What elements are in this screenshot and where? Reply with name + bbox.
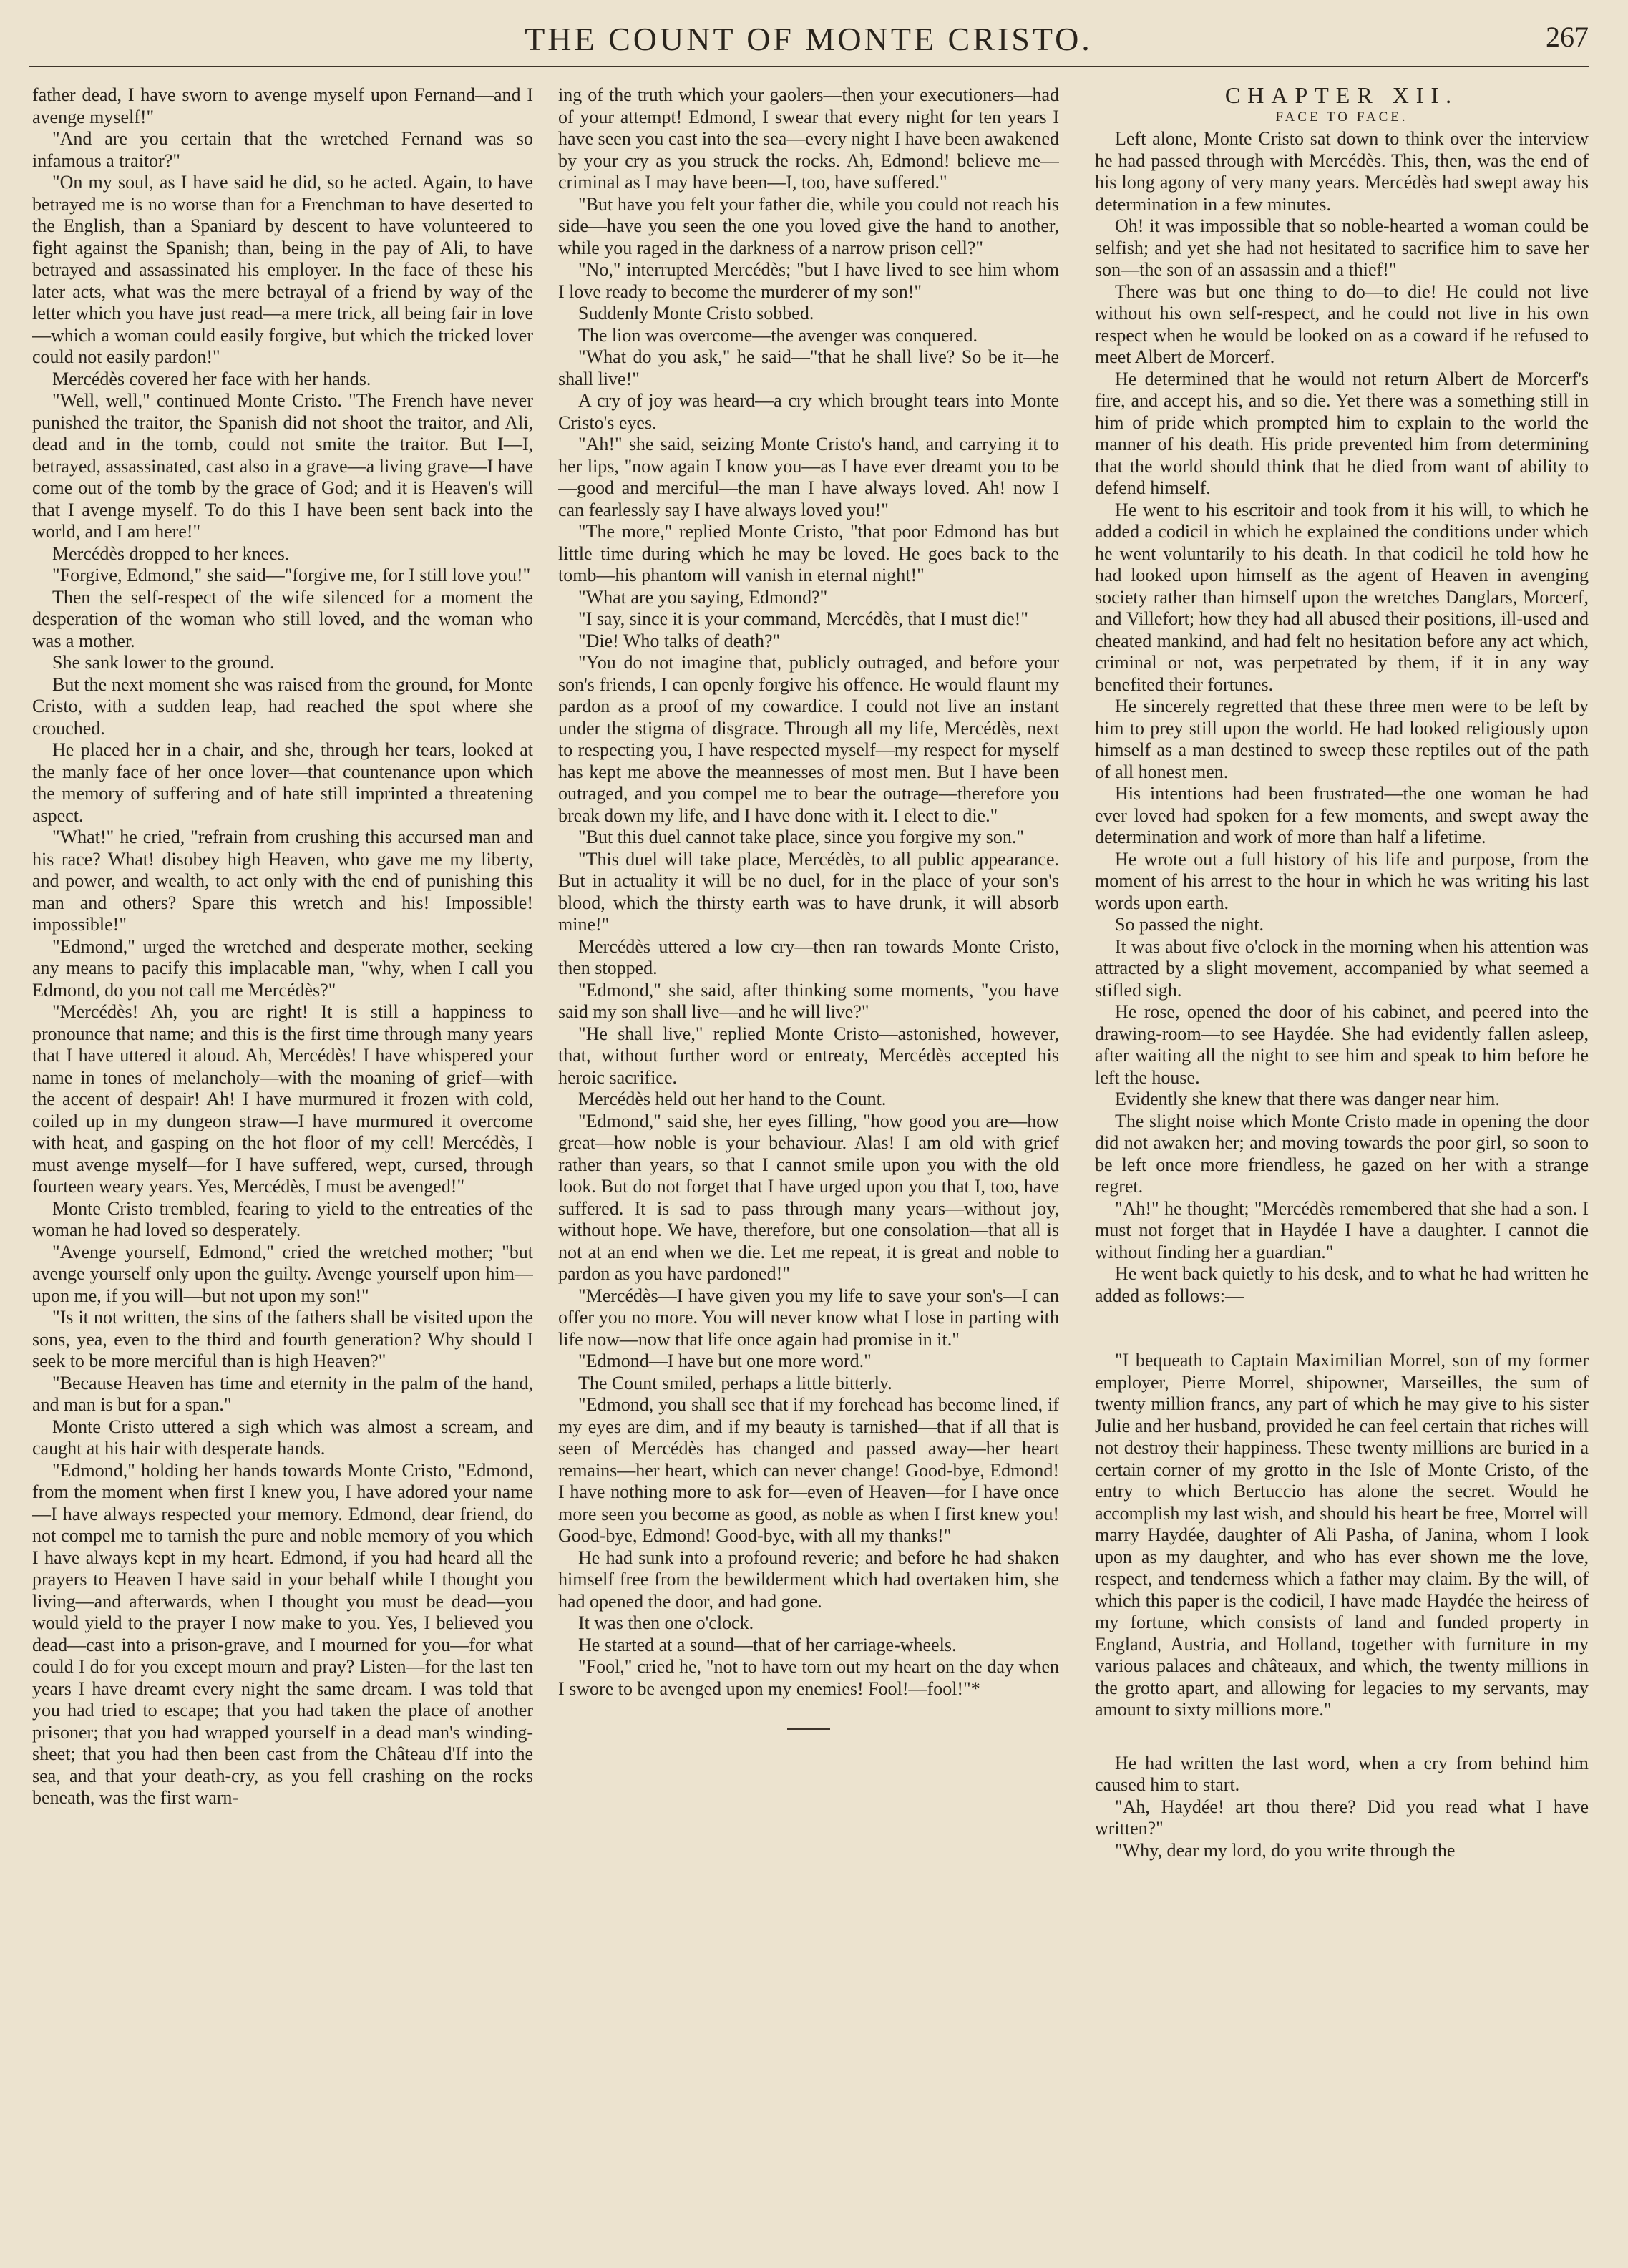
paragraph: "But have you felt your father die, while you could not reach his side—have you seen the one you loved give the hand to another, while you raged in the darkness of a narrow prison cell?" [558,193,1059,258]
paragraph: His intentions had been frustrated—the one woman he had ever loved had spoken for a few moments, and swept away the determination and work of more than half a lifetime. [1095,783,1589,847]
paragraph: "Edmond—I have but one more word." [578,1350,872,1371]
chapter-subtitle: FACE TO FACE. [1275,109,1408,125]
paragraph: Oh! it was impossible that so noble-hearted a woman could be selfish; and yet she had not hesitated to sacrifice him to save her son—the son of an assassin and a thief!" [1095,215,1589,280]
paragraph: He had sunk into a profound reverie; and before he had shaken himself free from the bewilderment which had overtaken him, she had opened the door, and had gone. [558,1547,1059,1612]
paragraph: He sincerely regretted that these three men were to be left by him to prey still upon the world. He had looked religiously upon himself as a man destined to sweep these reptiles out of the path of all honest men. [1095,696,1589,782]
paragraph: "Ah!" she said, seizing Monte Cristo's hand, and carrying it to her lips, "now again I know you—as I have ever dreamt you to be—good and merciful—the man I have always loved. Ah! now I can fearlessly say I have always loved you!" [558,434,1059,520]
paragraph: Left alone, Monte Cristo sat down to think over the interview he had passed through with Mercédès. This, then, was the end of his long agony of very many years. Mercédès had swept away his determination in a few minutes. [1095,128,1589,215]
running-title: THE COUNT OF MONTE CRISTO. [525,21,1093,57]
paragraph: "Edmond," said she, her eyes filling, "how good you are—how great—how noble is your behaviour. Alas! I am old with grief rather than years, so that I cannot smile upon you with the old look. But do not forget that I have urged upon you that I, too, have suffered. It is sad to pass through many years—without joy, without hope. We have, therefore, but one consolation—that all is not at an end when we die. Let me repeat, it is great and noble to pardon as you have pardoned!" [558,1110,1059,1284]
spacer [1095,1307,1589,1350]
paragraph: "I say, since it is your command, Mercédès, that I must die!" [578,608,1028,629]
paragraph: father dead, I have sworn to avenge myself upon Fernand—and I avenge myself!" [32,84,533,127]
text-column-left [32,84,533,2253]
chapter-heading: CHAPTER XII. [1224,84,1459,108]
paragraph: "Edmond," holding her hands towards Monte Cristo, "Edmond, from the moment when first I knew you, I have adored your name—I have always respected your memory. Edmond, dear friend, do not compel me to tarnish the pure and noble memory of you which I have always kept in my heart. Edmond, if you had heard all the prayers to Heaven I have said in your behalf while I thought you living—and afterwards, when I thought you must be dead—you would yield to the prayer I now make to you. Yes, I believed you dead—cast into a prison-grave, and I mourned for you—for what could I do for you except mourn and pray? Listen—for the last ten years I have dreamt every night the same dream. I was told that you had tried to escape; that you had taken the place of another prisoner; that you had wrapped yourself in a dead man's winding-sheet; that you had then been cast from the Château d'If into the sea, and that your death-cry, as you fell crashing on the rocks beneath, was the first warn- [32,1459,533,1808]
paragraph: There was but one thing to do—to die! He could not live without his own self-respect, and he could not live in his own respect when he would be looked on as a coward if he refused to meet Albert de Morcerf. [1095,281,1589,367]
paragraph: "Edmond," urged the wretched and desperate mother, seeking any means to pacify this implacable man, "why, when I call you Edmond, do you not call me Mercédès?" [32,935,533,1001]
text-column-right [1095,84,1589,2253]
paragraph: He went to his escritoir and took from it his will, to which he added a codicil in which he explained the conditions under which he went voluntarily to his death. In that codicil he told how he had looked upon himself as the agent of Heaven in avenging society rather than himself upon the wretches Danglars, Morcerf, and Villefort; how they had all abused their positions, ill-used and cheated mankind, and had felt no hesitation before any act which, criminal or not, was perpetrated by them, if it in any way benefited their fortunes. [1095,499,1589,695]
codicil-paragraph: "I bequeath to Captain Maximilian Morrel, son of my former employer, Pierre Morrel, shipowner, Marseilles, the sum of twenty million francs, any part of which he may give to his sister Julie and her husband, provided he can feel certain that riches will not destroy their happiness. These twenty millions are buried in a certain corner of my grotto in the Isle of Monte Cristo, of the entry to which Bertuccio has alone the secret. Would he accomplish my last wish, and should his heart be free, Morrel will marry Haydée, daughter of Ali Pasha, of Janina, whom I look upon as my daughter, and who has ever shown me the love, respect, and tenderness which a father may claim. By the will, of which this paper is the codicil, I have made Haydée the heiress of my fortune, which consists of land and funded property in England, Austria, and Holland, together with furniture in my various palaces and châteaux, and which, the twenty millions in the grotto apart, and allowing for legacies to my servants, may amount to sixty millions more." [1095,1350,1589,1720]
paragraph: "Edmond," she said, after thinking some moments, "you have said my son shall live—and he will live?" [558,979,1059,1022]
paragraph: He had written the last word, when a cry from behind him caused him to start. [1095,1752,1589,1795]
paragraph: "Forgive, Edmond," she said—"forgive me, for I still love you!" [52,565,531,585]
paragraph: He started at a sound—that of her carriage-wheels. [578,1634,957,1655]
paragraph: He went back quietly to his desk, and to what he had written he added as follows:— [1095,1263,1589,1306]
text-column-middle [558,84,1059,2253]
paragraph: "Die! Who talks of death?" [578,630,781,651]
paragraph: Mercédès dropped to her knees. [52,542,290,564]
paragraph: "Avenge yourself, Edmond," cried the wretched mother; "but avenge yourself only upon the guilty. Avenge yourself upon him—upon me, if you will—but not upon my son!" [32,1241,533,1306]
paragraph: A cry of joy was heard—a cry which brought tears into Monte Cristo's eyes. [558,390,1059,433]
paragraph: Monte Cristo uttered a sigh which was almost a scream, and caught at his hair with desperate hands. [32,1416,533,1459]
paragraph: Mercédès uttered a low cry—then ran towards Monte Cristo, then stopped. [558,935,1059,978]
paragraph: Mercédès covered her face with her hands. [52,368,371,389]
paragraph: "No," interrupted Mercédès; "but I have lived to see him whom I love ready to become the murderer of my son!" [558,259,1059,302]
spacer [1095,1721,1589,1753]
paragraph: "Is it not written, the sins of the fathers shall be visited upon the sons, yea, even to the third and fourth generation? Why should I seek to be more merciful than is high Heaven?" [32,1307,533,1371]
paragraph: "He shall live," replied Monte Cristo—astonished, however, that, without further word or entreaty, Mercédès accepted his heroic sacrifice. [558,1023,1059,1088]
paragraph: The lion was overcome—the avenger was conquered. [578,324,978,346]
paragraph: "Mercédès—I have given you my life to save your son's—I can offer you no more. You will never know what I lose in parting with life now—now that life once again had promise in it." [558,1285,1059,1350]
paragraph: He placed her in a chair, and she, through her tears, looked at the manly face of her once lover—that countenance upon which the memory of suffering and of hate still imprinted a threatening aspect. [32,739,533,826]
paragraph: "What!" he cried, "refrain from crushing this accursed man and his race? What! disobey high Heaven, who gave me my liberty, and power, and wealth, to act only with the end of punishing this man and others? Spare this wretch and his! Impossible! impossible!" [32,827,533,935]
paragraph: "You do not imagine that, publicly outraged, and before your son's friends, I can openly forgive his offence. He would flaunt my pardon as a proof of my cowardice. I could not live an instant under the stigma of disgrace. Through all my life, Mercédès, next to respecting you, I have respected myself—my respect for myself has kept me above the meannesses of most men. But I have been outraged, and you compel me to bear the outrage—therefore you break down my life, and I have done with it. I elect to die." [558,652,1059,826]
paragraph: "What are you saying, Edmond?" [578,586,828,608]
page-header [29,20,1589,63]
paragraph: He rose, opened the door of his cabinet, and peered into the drawing-room—to see Haydée. She had evidently fallen asleep, after waiting all the night to see him and speak to him before he left the house. [1095,1001,1589,1088]
paragraph: Mercédès held out her hand to the Count. [578,1089,887,1109]
paragraph: It was about five o'clock in the morning when his attention was attracted by a slight movement, accompanied by what seemed a stifled sigh. [1095,935,1589,1001]
paragraph: He determined that he would not return Albert de Morcerf's fire, and accept his, and so die. Yet there was a something still in him of pride which prompted him to explain to the world the manner of his death. His pride prevented him from determining that the world should think that he died from want of ability to defend himself. [1095,368,1589,498]
paragraph: "Edmond, you shall see that if my forehead has become lined, if my eyes are dim, and if my beauty is tarnished—that if all that is seen of Mercédès has changed and passed away—her heart remains—her heart, which can never change! Good-bye, Edmond! I have nothing more to ask for—even of Heaven—for I have once more seen you become as good, as noble as when I first knew you! Good-bye, Edmond! Good-bye, with all my thanks!" [558,1394,1059,1546]
paragraph: The slight noise which Monte Cristo made in opening the door did not awaken her; and moving towards the poor girl, so soon to be left once more friendless, he gazed on her with a strange regret. [1095,1110,1589,1197]
paragraph: "Well, well," continued Monte Cristo. "The French have never punished the traitor, the Spanish did not shoot the traitor, and Ali, dead and in the tomb, could not smite the traitor. But I—I, betrayed, assassinated, cast also in a grave—a living grave—I have come out of the tomb by the grace of God; and it is Heaven's will that I avenge myself. To do this I have been sent back into the world, and I am here!" [32,390,533,542]
paragraph: "Because Heaven has time and eternity in the palm of the hand, and man is but for a span." [32,1372,533,1415]
paragraph: "Why, dear my lord, do you write through the [1115,1839,1456,1861]
header-rule [29,66,1589,67]
paragraph: "And are you certain that the wretched Fernand was so infamous a traitor?" [32,128,533,171]
page-number: 267 [1546,21,1589,53]
paragraph: "But this duel cannot take place, since you forgive my son." [578,827,1024,847]
paragraph: But the next moment she was raised from the ground, for Monte Cristo, with a sudden leap, had reached the spot where she crouched. [32,673,533,739]
paragraph: Evidently she knew that there was danger near him. [1115,1089,1500,1109]
paragraph: It was then one o'clock. [578,1612,754,1633]
paragraph: "The more," replied Monte Cristo, "that poor Edmond has but little time during which he may be loved. He goes back to the tomb—his phantom will vanish in eternal night!" [558,521,1059,585]
paragraph: He wrote out a full history of his life and purpose, from the moment of his arrest to the hour in which he was writing his last words upon earth. [1095,848,1589,913]
paragraph: Then the self-respect of the wife silenced for a moment the desperation of the woman who still loved, and the woman who was a mother. [32,586,533,651]
paragraph: Monte Cristo trembled, fearing to yield to the entreaties of the woman he had loved so desperately. [32,1197,533,1240]
paragraph: "This duel will take place, Mercédès, to all public appearance. But in actuality it will be no duel, for in the place of your son's blood, which the thirsty earth was to have drunk, it will absorb mine!" [558,848,1059,935]
section-end-rule [787,1728,830,1730]
paragraph: The Count smiled, perhaps a little bitterly. [578,1372,892,1393]
paragraph: So passed the night. [1115,914,1264,935]
paragraph: "Mercédès! Ah, you are right! It is still a happiness to pronounce that name; and this is the first time through many years that I have uttered it aloud. Ah, Mercédès! I have whispered your name in tones of melancholy—with the moaning of grief—with the accent of despair! Ah! I have murmured it frozen with cold, coiled up in my dungeon straw—I have murmured it overcome with heat, and gasping on the hot floor of my cell! Mercédès, I must avenge myself—for I have suffered, wept, cursed, through fourteen weary years. Yes, Mercédès, I must be avenged!" [32,1001,533,1197]
paragraph: "On my soul, as I have said he did, so he acted. Again, to have betrayed me is no worse than for a Frenchman to have deserted to the English, than a Spaniard by descent to have volunteered to fight against the Spanish; than, being in the pay of Ali, to have betrayed and assassinated his employer. In the face of these his later acts, what was the mere betrayal of a friend by way of the letter which you have just read—a mere trick, all being fair in love—which a woman could easily forgive, but which the tricked lover could not easily pardon!" [32,172,533,367]
paragraph: Suddenly Monte Cristo sobbed. [578,303,814,323]
paragraph: "Ah!" he thought; "Mercédès remembered that she had a son. I must not forget that in Haydée I have a daughter. I cannot die without finding her a guardian." [1095,1197,1589,1262]
paragraph: "Fool," cried he, "not to have torn out my heart on the day when I swore to be avenged upon my enemies! Fool!—fool!"* [558,1656,1059,1699]
paragraph: "What do you ask," he said—"that he shall live? So be it—he shall live!" [558,346,1059,389]
paragraph: "Ah, Haydée! art thou there? Did you read what I have written?" [1095,1796,1589,1839]
paragraph: She sank lower to the ground. [52,652,275,673]
paragraph: ing of the truth which your gaolers—then your executioners—had of your attempt! Edmond, I swear that every night for ten years I have seen you cast into the sea—every night I have been awakened by your cry as you struck the rocks. Ah, Edmond! believe me—criminal as I may have been—I, too, have suffered." [558,84,1059,193]
